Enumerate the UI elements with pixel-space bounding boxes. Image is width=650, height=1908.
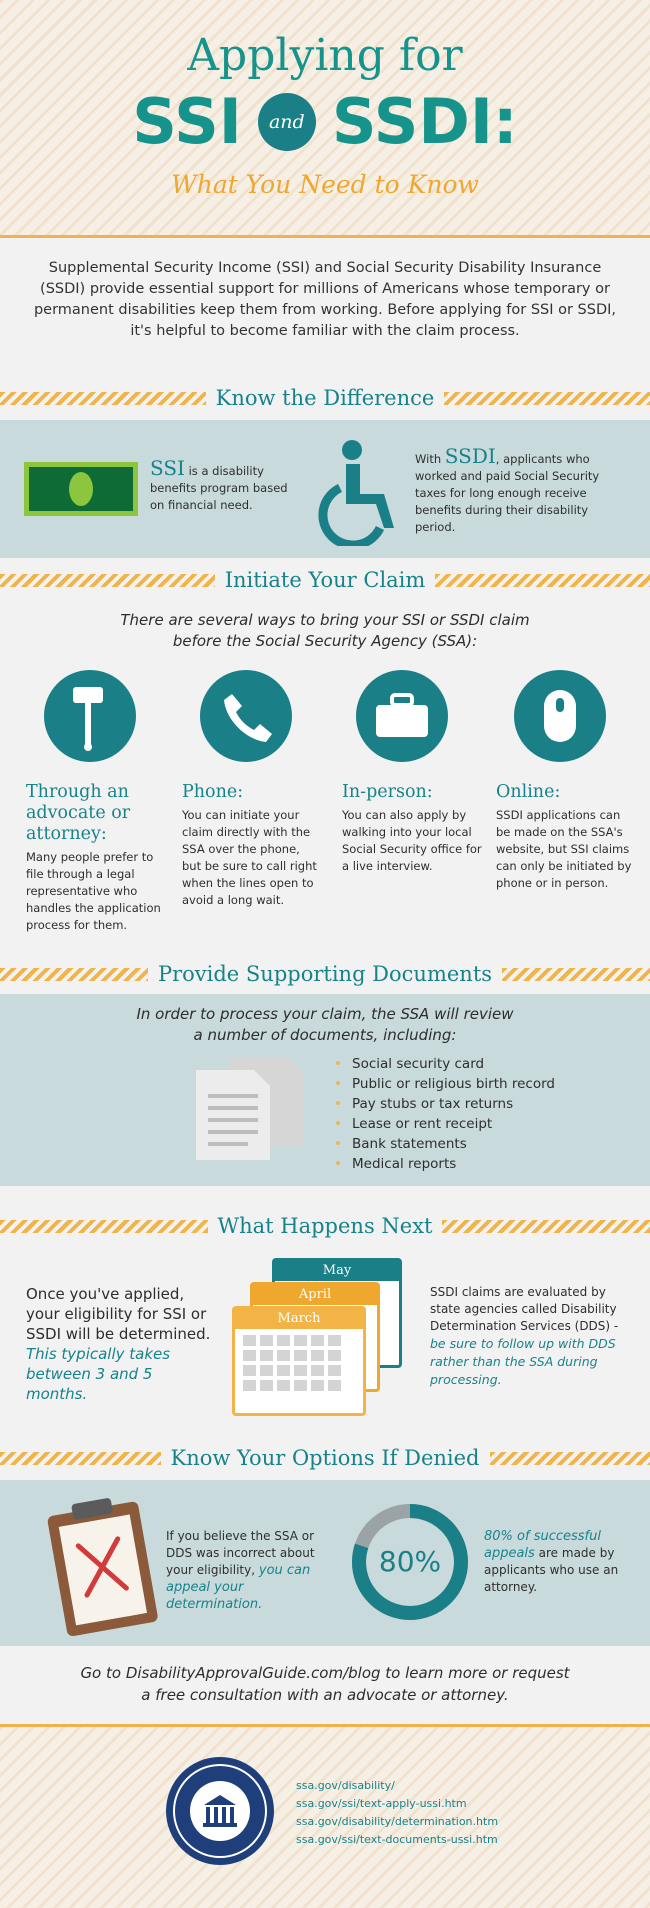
list-item: • Public or religious birth record [334, 1074, 555, 1094]
way-text: You can also apply by walking into your local Social Security office for a live interview. [342, 808, 482, 873]
stripe-divider [442, 1220, 650, 1233]
section-heading-denied [0, 1440, 650, 1476]
next-left-italic: This typically takes between 3 and 5 months. [26, 1345, 171, 1403]
denied-left-italic: you can appeal your determination. [166, 1563, 311, 1612]
way-title: Through an advocate or attorney: [26, 782, 131, 844]
stripe-divider [490, 1452, 650, 1465]
ssdi-text: , applicants who worked and paid Social Security taxes for long enough receive benefits during their disability period. [415, 452, 600, 534]
stripe-divider [0, 1220, 208, 1233]
section-title: Initiate Your Claim [224, 568, 426, 592]
claim-intro-line2: before the Social Security Agency (SSA): [172, 632, 478, 650]
wheelchair-icon [318, 438, 408, 546]
footer [0, 1724, 650, 1908]
cta-line2: a free consultation with an advocate or attorney. [141, 1686, 509, 1704]
briefcase-icon [356, 670, 448, 762]
list-item: • Social security card [334, 1054, 555, 1074]
footer-link[interactable]: ssa.gov/disability/determination.htm [296, 1815, 499, 1828]
stripe-divider [0, 1452, 161, 1465]
ssi-text: is a disability benefits program based on financial need. [150, 464, 288, 512]
section-heading-difference [0, 380, 650, 416]
list-item: • Bank statements [334, 1134, 555, 1154]
ssi-label: SSI [150, 456, 185, 480]
list-item: • Pay stubs or tax returns [334, 1094, 555, 1114]
next-left-plain: Once you've applied, your eligibility for SSI or SSDI will be determined. [26, 1285, 211, 1343]
intro-text: Supplemental Security Income (SSI) and Social Security Disability Insurance (SSDI) provide essential support for millions of Americans whose temporary or permanent disabilities keep them from working. Before applying for SSI or SSDI, it's helpful to become familiar with the claim process. [33, 260, 617, 339]
claim-intro [0, 610, 650, 652]
ssdi-label: SSDI [444, 444, 496, 468]
documents-intro-line1: In order to process your claim, the SSA will review [136, 1005, 514, 1023]
way-online [496, 782, 636, 892]
way-title: Phone: [182, 782, 244, 802]
percent-ring [350, 1502, 470, 1622]
stripe-divider [0, 392, 206, 405]
denied-left-text [166, 1528, 334, 1613]
section-title: Provide Supporting Documents [157, 962, 493, 986]
calendar-month: May [275, 1261, 399, 1281]
percent-label: 80% [378, 1545, 442, 1578]
denied-band [0, 1480, 650, 1646]
way-in-person [342, 782, 482, 875]
footer-link[interactable]: ssa.gov/disability/ [296, 1779, 395, 1792]
header [0, 0, 650, 238]
cta-line1: Go to DisabilityApprovalGuide.com/blog to learn more or request [80, 1664, 570, 1682]
section-heading-claim [0, 562, 650, 598]
stripe-divider [502, 968, 650, 981]
denied-right-italic: 80% of successful appeals [484, 1529, 601, 1561]
clipboard-icon [42, 1490, 162, 1640]
title-line2 [0, 86, 650, 158]
list-item: • Medical reports [334, 1154, 555, 1174]
next-right-italic: be sure to follow up with DDS rather than the SSA during processing. [430, 1336, 616, 1387]
claim-intro-line1: There are several ways to bring your SSI or SSDI claim [120, 611, 530, 629]
documents-icon [190, 1054, 310, 1164]
documents-band [0, 994, 650, 1186]
calendar-march [232, 1306, 366, 1416]
way-title: In-person: [342, 782, 433, 802]
section-heading-next [0, 1208, 650, 1244]
cta-text [0, 1662, 650, 1706]
stripe-divider [444, 392, 650, 405]
calendar-month: April [253, 1285, 377, 1305]
way-text: Many people prefer to file through a legal representative who handles the application process for them. [26, 850, 161, 932]
next-right-plain: SSDI claims are evaluated by state agencies called Disability Determination Services (DDS) - [430, 1285, 619, 1333]
ssi-description [150, 456, 290, 514]
title-line1: Applying for [187, 30, 463, 81]
and-badge: and [258, 93, 316, 151]
way-advocate [26, 782, 166, 934]
footer-link[interactable]: ssa.gov/ssi/text-apply-ussi.htm [296, 1797, 467, 1810]
section-title: Know the Difference [215, 386, 435, 410]
documents-intro [0, 1004, 650, 1046]
section-heading-documents [0, 956, 650, 992]
way-text: You can initiate your claim directly with the SSA over the phone, but be sure to call right when the lines open to avoid a long wait. [182, 808, 317, 907]
denied-right-text [484, 1528, 634, 1596]
mouse-icon [514, 670, 606, 762]
disability-approval-guide-logo [164, 1755, 276, 1867]
list-item: • Lease or rent receipt [334, 1114, 555, 1134]
denied-left-plain: If you believe the SSA or DDS was incorrect about your eligibility, [166, 1529, 315, 1577]
documents-list [334, 1054, 555, 1174]
title-ssdi: SSDI: [331, 85, 518, 158]
ssdi-description [415, 444, 625, 536]
footer-links [296, 1777, 498, 1849]
next-right-text [430, 1284, 630, 1389]
ssdi-pre: With [415, 452, 442, 466]
difference-band [0, 420, 650, 558]
section-title: Know Your Options If Denied [170, 1446, 480, 1470]
way-text: SSDI applications can be made on the SSA's website, but SSI claims can only be initiated by phone or in person. [496, 808, 632, 890]
gavel-icon [44, 670, 136, 762]
stripe-divider [0, 574, 215, 587]
stripe-divider [435, 574, 650, 587]
subtitle: What You Need to Know [171, 170, 479, 199]
title-ssi: SSI [132, 85, 242, 158]
documents-intro-line2: a number of documents, including: [193, 1026, 457, 1044]
calendar-grid [235, 1329, 363, 1397]
footer-link[interactable]: ssa.gov/ssi/text-documents-ussi.htm [296, 1833, 498, 1846]
money-icon [24, 462, 138, 516]
next-left-text [26, 1284, 216, 1404]
way-phone [182, 782, 322, 909]
calendar-month: March [235, 1309, 363, 1329]
phone-icon [200, 670, 292, 762]
way-title: Online: [496, 782, 561, 802]
stripe-divider [0, 968, 148, 981]
section-title: What Happens Next [217, 1214, 433, 1238]
denied-right-plain: are made by applicants who use an attorney. [484, 1546, 619, 1594]
